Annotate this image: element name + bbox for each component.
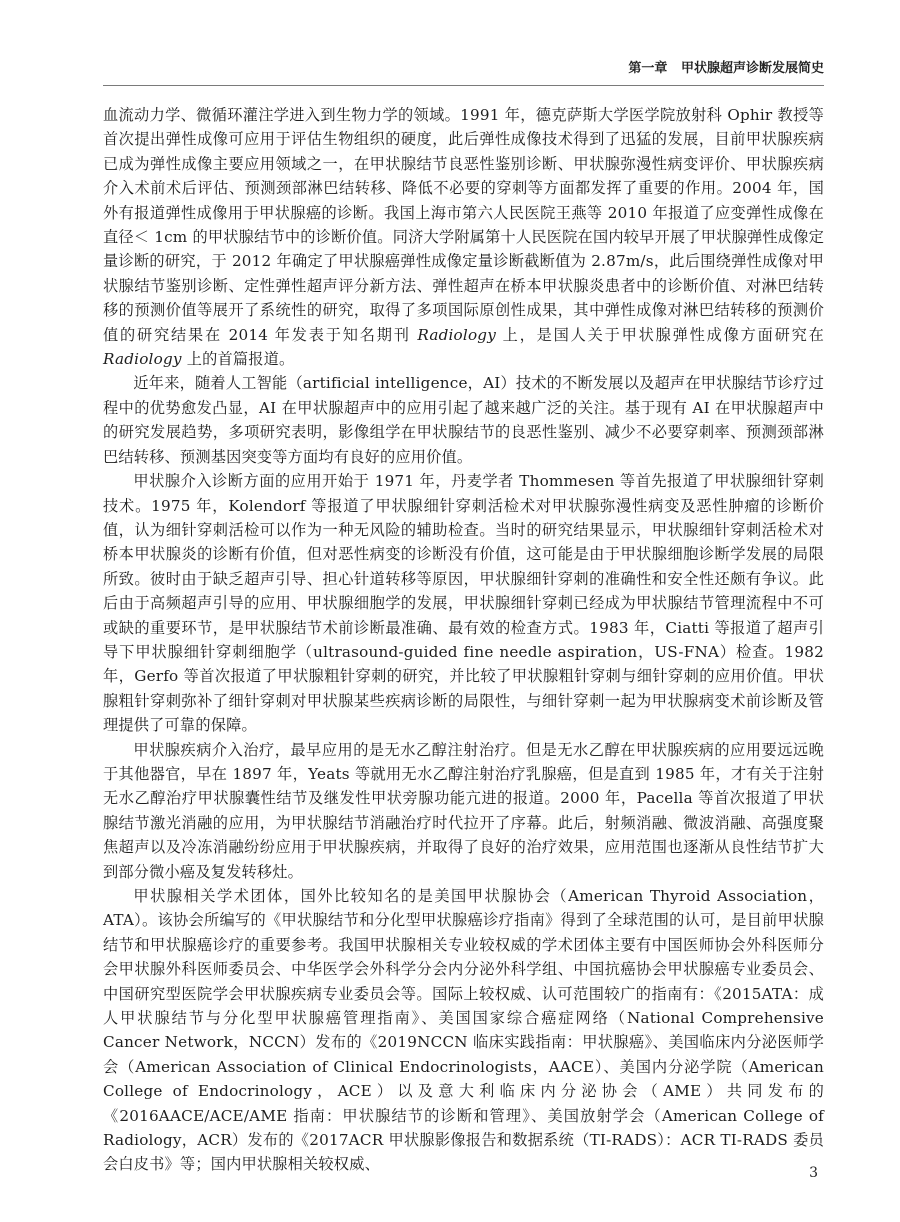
header-rule bbox=[103, 85, 824, 86]
paragraph-academic-societies: 甲状腺相关学术团体，国外比较知名的是美国甲状腺协会（American Thyroid Association，ATA）。该协会所编写的《甲状腺结节和分化型甲状腺癌诊疗指南》得到了全球范围的认可，是目前甲状腺结节和甲状腺癌诊疗的重要参考。我国甲状腺相关专业较权威的学术团体主要有中国医师协会外科医师分会甲状腺外科医师委员会、中华医学会外科学分会内分泌外科学组、中国抗癌协会甲状腺癌专业委员会、中国研究型医院学会甲状腺疾病专业委员会等。国际上较权威、认可范围较广的指南有：《2015ATA：成人甲状腺结节与分化型甲状腺癌管理指南》、美国国家综合癌症网络（National Comprehensive Cancer Network，NCCN）发布的《2019NCCN 临床实践指南：甲状腺癌》、美国临床内分泌医师学会（American Association of Clinical Endocrinologists，AACE）、美国内分泌学院（American College of Endocrinology，ACE）以及意大利临床内分泌协会（AME）共同发布的《2016AACE/ACE/AME 指南：甲状腺结节的诊断和管理》、美国放射学会（American College of Radiology，ACR）发布的《2017ACR 甲状腺影像报告和数据系统（TI-RADS）：ACR TI-RADS 委员会白皮书》等；国内甲状腺相关较权威、 bbox=[103, 887, 824, 1174]
paragraph-ai: 近年来，随着人工智能（artificial intelligence，AI）技术的不断发展以及超声在甲状腺结节诊疗过程中的优势愈发凸显，AI 在甲状腺超声中的应用引起了越来越广泛的关注。基于现有 AI 在甲状腺超声中的研究发展趋势，多项研究表明，影像组学在甲状腺结节的良恶性鉴别、减少不必要穿刺率、预测颈部淋巴结转移、预测基因突变等方面均有良好的应用价值。 bbox=[103, 374, 824, 466]
page-number: 3 bbox=[809, 1165, 818, 1181]
paragraph-elastography: 血流动力学、微循环灌注学进入到生物力学的领域。1991 年，德克萨斯大学医学院放射科 Ophir 教授等首次提出弹性成像可应用于评估生物组织的硬度，此后弹性成像技术得到了迅猛的发展，目前甲状腺疾病已成为弹性成像主要应用领域之一，在甲状腺结节良恶性鉴别诊断、甲状腺弥漫性病变评价、甲状腺疾病介入术前术后评估、预测颈部淋巴结转移、降低不必要的穿刺等方面都发挥了重要的作用。2004 年，国外有报道弹性成像用于甲状腺癌的诊断。我国上海市第六人民医院王燕等 2010 年报道了应变弹性成像在直径＜ 1cm 的甲状腺结节中的诊断价值。同济大学附属第十人民医院在国内较早开展了甲状腺弹性成像定量诊断的研究，于 2012 年确定了甲状腺癌弹性成像定量诊断截断值为 2.87m/s，此后围绕弹性成像对甲状腺结节鉴别诊断、定性弹性超声评分新方法、弹性超声在桥本甲状腺炎患者中的诊断价值、对淋巴结转移的预测价值等展开了系统性的研究，取得了多项国际原创性成果，其中弹性成像对淋巴结转移的预测价值的研究结果在 2014 年发表于知名期刊 Radiology 上，是国人关于甲状腺弹性成像方面研究在 Radiology 上的首篇报道。 bbox=[103, 106, 824, 369]
paragraph-interventional-treatment: 甲状腺疾病介入治疗，最早应用的是无水乙醇注射治疗。但是无水乙醇在甲状腺疾病的应用要远远晚于其他器官，早在 1897 年，Yeats 等就用无水乙醇注射治疗乳腺癌，但是直到 1985 年，才有关于注射无水乙醇治疗甲状腺囊性结节及继发性甲状旁腺功能亢进的报道。2000 年，Pacella 等首次报道了甲状腺结节激光消融的应用，为甲状腺结节消融治疗时代拉开了序幕。此后，射频消融、微波消融、高强度聚焦超声以及冷冻消融纷纷应用于甲状腺疾病，并取得了良好的治疗效果，应用范围也逐渐从良性结节扩大到部分微小癌及复发转移灶。 bbox=[103, 740, 824, 881]
chapter-title: 甲状腺超声诊断发展简史 bbox=[680, 61, 824, 76]
body-text bbox=[103, 103, 824, 1177]
chapter-number: 第一章 bbox=[628, 61, 668, 76]
journal-name: Radiology bbox=[417, 325, 497, 344]
journal-name: Radiology bbox=[103, 350, 182, 369]
paragraph-interventional-diagnosis: 甲状腺介入诊断方面的应用开始于 1971 年，丹麦学者 Thommesen 等首先报道了甲状腺细针穿刺技术。1975 年，Kolendorf 等报道了甲状腺细针穿刺活检术对甲状腺弥漫性病变及恶性肿瘤的诊断价值，认为细针穿刺活检可以作为一种无风险的辅助检查。当时的研究结果显示，甲状腺细针穿刺活检术对桥本甲状腺炎的诊断有价值，但对恶性病变的诊断没有价值，这可能是由于甲状腺细胞诊断学发展的局限所致。彼时由于缺乏超声引导、担心针道转移等原因，甲状腺细针穿刺的准确性和安全性还颇有争议。此后由于高频超声引导的应用、甲状腺细胞学的发展，甲状腺细针穿刺已经成为甲状腺结节管理流程中不可或缺的重要环节，是甲状腺结节术前诊断最准确、最有效的检查方式。1983 年，Ciatti 等报道了超声引导下甲状腺细针穿刺细胞学（ultrasound-guided fine needle aspiration，US-FNA）检查。1982 年，Gerfo 等首次报道了甲状腺粗针穿刺的研究，并比较了甲状腺粗针穿刺与细针穿刺的应用价值。甲状腺粗针穿刺弥补了细针穿刺对甲状腺某些疾病诊断的局限性，与细针穿刺一起为甲状腺病变术前诊断及管理提供了可靠的保障。 bbox=[103, 472, 824, 735]
running-header bbox=[628, 57, 824, 76]
